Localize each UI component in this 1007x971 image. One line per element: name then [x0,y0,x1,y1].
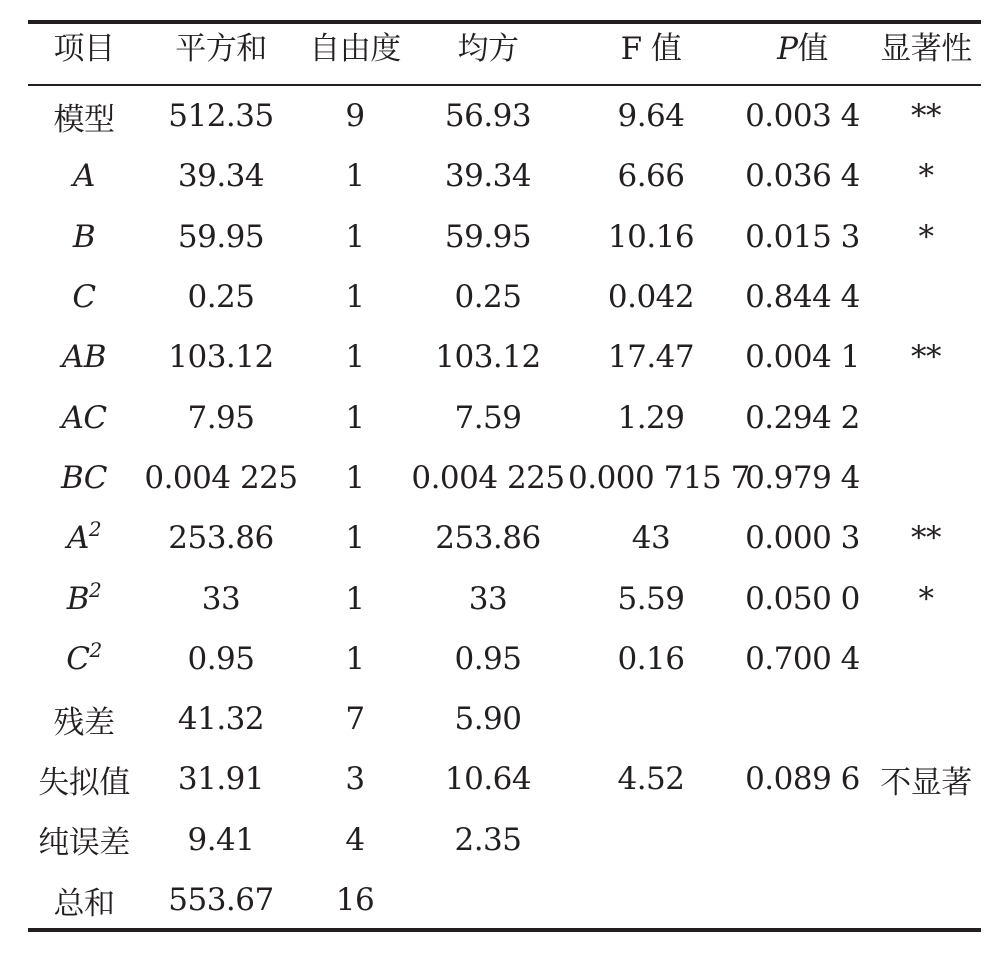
sum-of-squares-cell: 41.32 [177,701,265,738]
p-value-cell: 0.015 3 [745,218,860,255]
header-mean-square: 均方 [457,30,519,67]
significance-cell: ** [911,98,941,135]
table-row [28,568,981,628]
mean-square-cell: 10.64 [444,761,532,798]
significance-cell [871,870,981,930]
source-cell [28,568,140,628]
df-cell: 1 [345,640,365,677]
f-value-cell [568,689,734,749]
anova-table-container [28,0,981,930]
df-cell: 1 [345,158,365,195]
table-row [28,387,981,447]
source-label: BC [60,459,108,496]
header-p-value [734,0,871,86]
sum-of-squares-cell: 0.004 225 [144,459,298,496]
sum-of-squares-cell: 7.95 [187,399,255,436]
table-row [28,448,981,508]
header-p-suffix: 值 [797,30,828,67]
f-value-cell: 0.042 [607,279,695,316]
mean-square-cell: 56.93 [444,98,532,135]
source-cell [28,207,140,267]
df-cell: 1 [345,339,365,376]
f-value-cell: 43 [631,520,671,557]
df-cell: 7 [345,701,365,738]
source-label: C [66,640,90,677]
f-value-cell [568,810,734,870]
source-label: AC [61,399,107,436]
significance-cell [871,629,981,689]
p-value-cell: 0.000 3 [745,520,860,557]
significance-cell [871,689,981,749]
significance-cell: ** [911,339,941,376]
significance-cell [871,448,981,508]
p-value-cell: 0.003 4 [745,98,860,135]
f-value-cell [568,870,734,930]
header-significance: 显著性 [880,30,972,67]
source-cell [28,629,140,689]
source-label: 纯误差 [38,825,130,862]
df-cell: 3 [345,761,365,798]
sum-of-squares-cell: 39.34 [177,158,265,195]
f-value-cell: 5.59 [617,580,685,617]
source-label: C [72,279,96,316]
f-value-cell: 17.47 [607,339,695,376]
p-value-cell: 0.700 4 [745,640,860,677]
df-cell: 1 [345,580,365,617]
sum-of-squares-cell: 9.41 [187,821,255,858]
source-label: 失拟值 [38,764,130,801]
header-item: 项目 [53,30,115,67]
f-value-cell: 0.000 715 7 [568,459,750,496]
df-cell: 1 [345,218,365,255]
table-row [28,146,981,206]
source-label: AB [61,339,107,376]
header-f-value: F 值 [620,30,682,67]
df-cell: 1 [345,279,365,316]
mean-square-cell: 0.004 225 [411,459,565,496]
df-cell: 4 [345,821,365,858]
mean-square-cell: 7.59 [454,399,522,436]
df-cell: 1 [345,399,365,436]
significance-cell [871,810,981,870]
significance-cell [871,387,981,447]
p-value-cell [734,689,871,749]
header-row [28,0,981,86]
table-row [28,207,981,267]
source-cell [28,870,140,930]
source-cell [28,508,140,568]
p-value-cell: 0.004 1 [745,339,860,376]
sum-of-squares-cell: 0.25 [187,279,255,316]
f-value-cell: 0.16 [617,640,685,677]
significance-cell: * [918,580,934,617]
source-label: B [66,580,90,617]
sum-of-squares-cell: 59.95 [177,218,265,255]
p-value-cell: 0.844 4 [745,279,860,316]
mean-square-cell: 0.25 [454,279,522,316]
sum-of-squares-cell: 31.91 [177,761,265,798]
p-value-cell [734,870,871,930]
sum-of-squares-cell: 103.12 [168,339,274,376]
significance-cell: 不显著 [880,764,972,801]
table-row [28,870,981,930]
f-value-cell: 9.64 [617,98,685,135]
source-cell [28,387,140,447]
p-value-cell: 0.979 4 [745,459,860,496]
table-row [28,267,981,327]
f-value-cell: 1.29 [617,399,685,436]
source-cell [28,327,140,387]
source-label: 总和 [53,885,115,922]
source-exponent: 2 [88,517,102,542]
source-cell [28,749,140,809]
table-row [28,86,981,146]
header-sum-of-squares: 平方和 [175,30,267,67]
df-cell: 16 [335,882,375,918]
significance-cell [871,267,981,327]
sum-of-squares-cell: 512.35 [168,98,274,135]
p-value-cell [734,810,871,870]
table-body [28,86,981,930]
source-cell [28,448,140,508]
sum-of-squares-cell: 0.95 [187,640,255,677]
source-cell [28,810,140,870]
df-cell: 1 [345,459,365,496]
table-row [28,327,981,387]
source-label: A [66,520,89,557]
f-value-cell: 6.66 [617,158,685,195]
anova-table [28,0,981,930]
f-value-cell: 10.16 [607,218,695,255]
sum-of-squares-cell: 33 [201,580,241,617]
sum-of-squares-cell: 553.67 [168,882,274,918]
header-p-letter: P [777,30,798,67]
p-value-cell: 0.036 4 [745,158,860,195]
source-cell [28,146,140,206]
mean-square-cell: 33 [468,580,508,617]
table-row [28,689,981,749]
source-exponent: 2 [89,637,102,662]
mean-square-cell: 103.12 [435,339,541,376]
df-cell: 1 [345,520,365,557]
table-header [28,0,981,86]
mean-square-cell: 59.95 [444,218,532,255]
mean-square-cell: 5.90 [454,701,522,738]
mean-square-cell: 253.86 [435,520,541,557]
source-cell [28,267,140,327]
table-row [28,749,981,809]
f-value-cell: 4.52 [617,761,685,798]
source-label: A [73,158,95,195]
source-exponent: 2 [89,577,102,602]
significance-cell: * [918,218,934,255]
source-cell [28,86,140,146]
mean-square-cell [408,870,568,930]
p-value-cell: 0.294 2 [745,399,860,436]
p-value-cell: 0.089 6 [745,761,860,798]
header-degrees-of-freedom: 自由度 [309,30,401,67]
mean-square-cell: 2.35 [454,821,522,858]
source-label: 模型 [53,101,115,138]
mean-square-cell: 39.34 [444,158,532,195]
significance-cell: * [918,158,934,195]
table-row [28,508,981,568]
mean-square-cell: 0.95 [454,640,522,677]
table-row [28,629,981,689]
df-cell: 9 [345,98,365,135]
significance-cell: ** [911,520,941,557]
source-label: B [72,218,96,255]
p-value-cell: 0.050 0 [745,580,860,617]
sum-of-squares-cell: 253.86 [168,520,274,557]
source-cell [28,689,140,749]
table-row [28,810,981,870]
source-label: 残差 [53,704,115,741]
